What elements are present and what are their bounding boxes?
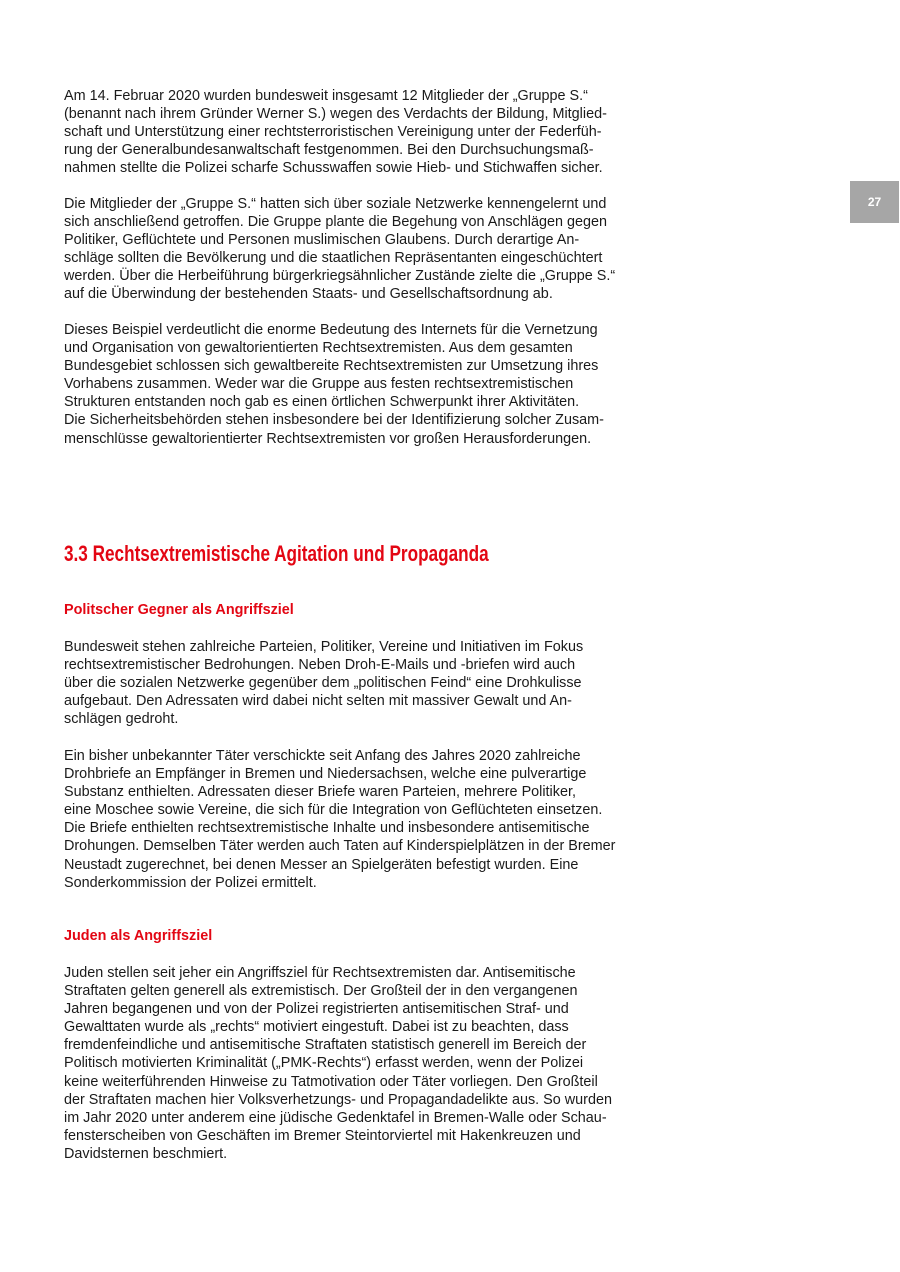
section-heading: 3.3 Rechtsextremistische Agitation und Propaganda	[64, 541, 489, 566]
text-line: Die Sicherheitsbehörden stehen insbesondere bei der Identifizierung solcher Zusam-	[64, 412, 604, 429]
text-line: Die Briefe enthielten rechtsextremistische Inhalte und insbesondere antisemitische	[64, 820, 590, 837]
text-line: nahmen stellte die Polizei scharfe Schusswaffen sowie Hieb- und Stichwaffen sicher.	[64, 160, 603, 177]
text-line: eine Moschee sowie Vereine, die sich für die Integration von Geflüchteten einsetzen.	[64, 802, 603, 819]
text-line: Sonderkommission der Polizei ermittelt.	[64, 874, 317, 891]
paragraph	[64, 638, 583, 728]
text-line: fensterscheiben von Geschäften im Bremer Steintorviertel mit Hakenkreuzen und	[64, 1127, 581, 1144]
text-line: Ein bisher unbekannter Täter verschickte seit Anfang des Jahres 2020 zahlreiche	[64, 748, 581, 764]
paragraph	[64, 87, 607, 177]
text-line: und Organisation von gewaltorientierten Rechtsextremisten. Aus dem gesamten	[64, 340, 573, 357]
paragraph	[64, 321, 604, 448]
text-line: Vorhabens zusammen. Weder war die Gruppe aus festen rechtsextremistischen	[64, 376, 574, 393]
text-line: Die Mitglieder der „Gruppe S.“ hatten sich über soziale Netzwerke kennengelernt und	[64, 196, 607, 212]
text-line: fremdenfeindliche und antisemitische Straftaten statistisch generell im Bereich der	[64, 1037, 587, 1054]
text-line: Gewalttaten wurde als „rechts“ motiviert eingestuft. Dabei ist zu beachten, dass	[64, 1019, 569, 1036]
text-line: Bundesgebiet schlossen sich gewaltbereite Rechtsextremisten zur Umsetzung ihres	[64, 358, 599, 375]
paragraph	[64, 195, 615, 304]
text-line: schlägen gedroht.	[64, 711, 179, 728]
text-line: schläge sollten die Bevölkerung und die staatlichen Repräsentanten eingeschüchtert	[64, 250, 603, 267]
text-line: Straftaten gelten generell als extremistisch. Der Großteil der in den vergangenen	[64, 983, 578, 1000]
text-line: Jahren begangenen und von der Polizei registrierten antisemitischen Straf- und	[64, 1001, 569, 1018]
text-line: Bundesweit stehen zahlreiche Parteien, Politiker, Vereine und Initiativen im Fokus	[64, 639, 584, 655]
text-line: über die sozialen Netzwerke gegenüber dem „politischen Feind“ eine Drohkulisse	[64, 675, 582, 692]
text-line: Neustadt zugerechnet, bei denen Messer an Spielgeräten befestigt wurden. Eine	[64, 856, 579, 873]
page-number: 27	[867, 195, 882, 209]
text-line: Drohungen. Demselben Täter werden auch Taten auf Kinderspielplätzen in der Bremer	[64, 838, 616, 855]
text-line: auf die Überwindung der bestehenden Staats- und Gesellschaftsordnung ab.	[64, 286, 553, 303]
text-line: Am 14. Februar 2020 wurden bundesweit insgesamt 12 Mitglieder der „Gruppe S.“	[64, 88, 588, 104]
text-line: Juden stellen seit jeher ein Angriffsziel für Rechtsextremisten dar. Antisemitische	[64, 965, 576, 981]
text-line: aufgebaut. Den Adressaten wird dabei nicht selten mit massiver Gewalt und An-	[64, 693, 572, 710]
text-line: Substanz enthielten. Adressaten dieser Briefe waren Parteien, mehrere Politiker,	[64, 784, 576, 801]
page-number-tab	[850, 181, 899, 223]
text-line: rechtsextremistischer Bedrohungen. Neben Droh-E-Mails und -briefen wird auch	[64, 657, 576, 674]
text-line: Dieses Beispiel verdeutlicht die enorme Bedeutung des Internets für die Vernetzung	[64, 322, 598, 338]
text-line: der Straftaten machen hier Volksverhetzungs- und Propagandadelikte aus. So wurden	[64, 1091, 612, 1108]
text-line: im Jahr 2020 unter anderem eine jüdische Gedenktafel in Bremen-Walle oder Schau-	[64, 1109, 607, 1126]
paragraph	[64, 964, 612, 1163]
text-line: werden. Über die Herbeiführung bürgerkriegsähnlicher Zustände zielte die „Gruppe S.“	[64, 268, 616, 285]
text-line: Davidsternen beschmiert.	[64, 1145, 228, 1162]
text-line: Politiker, Geflüchtete und Personen muslimischen Glaubens. Durch derartige An-	[64, 232, 580, 249]
text-line: Politisch motivierten Kriminalität („PMK-Rechts“) erfasst werden, wenn der Polizei	[64, 1055, 584, 1072]
text-line: sich anschließend getroffen. Die Gruppe plante die Begehung von Anschlägen gegen	[64, 214, 607, 231]
subheading: Juden als Angriffsziel	[64, 928, 213, 944]
text-line: menschlüsse gewaltorientierter Rechtsextremisten vor großen Herausforderungen.	[64, 430, 592, 447]
text-line: (benannt nach ihrem Gründer Werner S.) wegen des Verdachts der Bildung, Mitglied-	[64, 106, 607, 123]
subheading: Politscher Gegner als Angriffsziel	[64, 602, 294, 618]
text-line: keine weiterführenden Hinweise zu Tatmotivation oder Täter vorliegen. Den Großteil	[64, 1073, 598, 1090]
text-line: rung der Generalbundesanwaltschaft festgenommen. Bei den Durchsuchungsmaß-	[64, 142, 594, 159]
paragraph	[64, 747, 615, 892]
text-line: Strukturen entstanden noch gab es einen örtlichen Schwerpunkt ihrer Aktivitäten.	[64, 394, 580, 411]
text-line: Drohbriefe an Empfänger in Bremen und Niedersachsen, welche eine pulverartige	[64, 766, 587, 783]
text-line: schaft und Unterstützung einer rechtsterroristischen Vereinigung unter der Federfüh-	[64, 124, 602, 141]
